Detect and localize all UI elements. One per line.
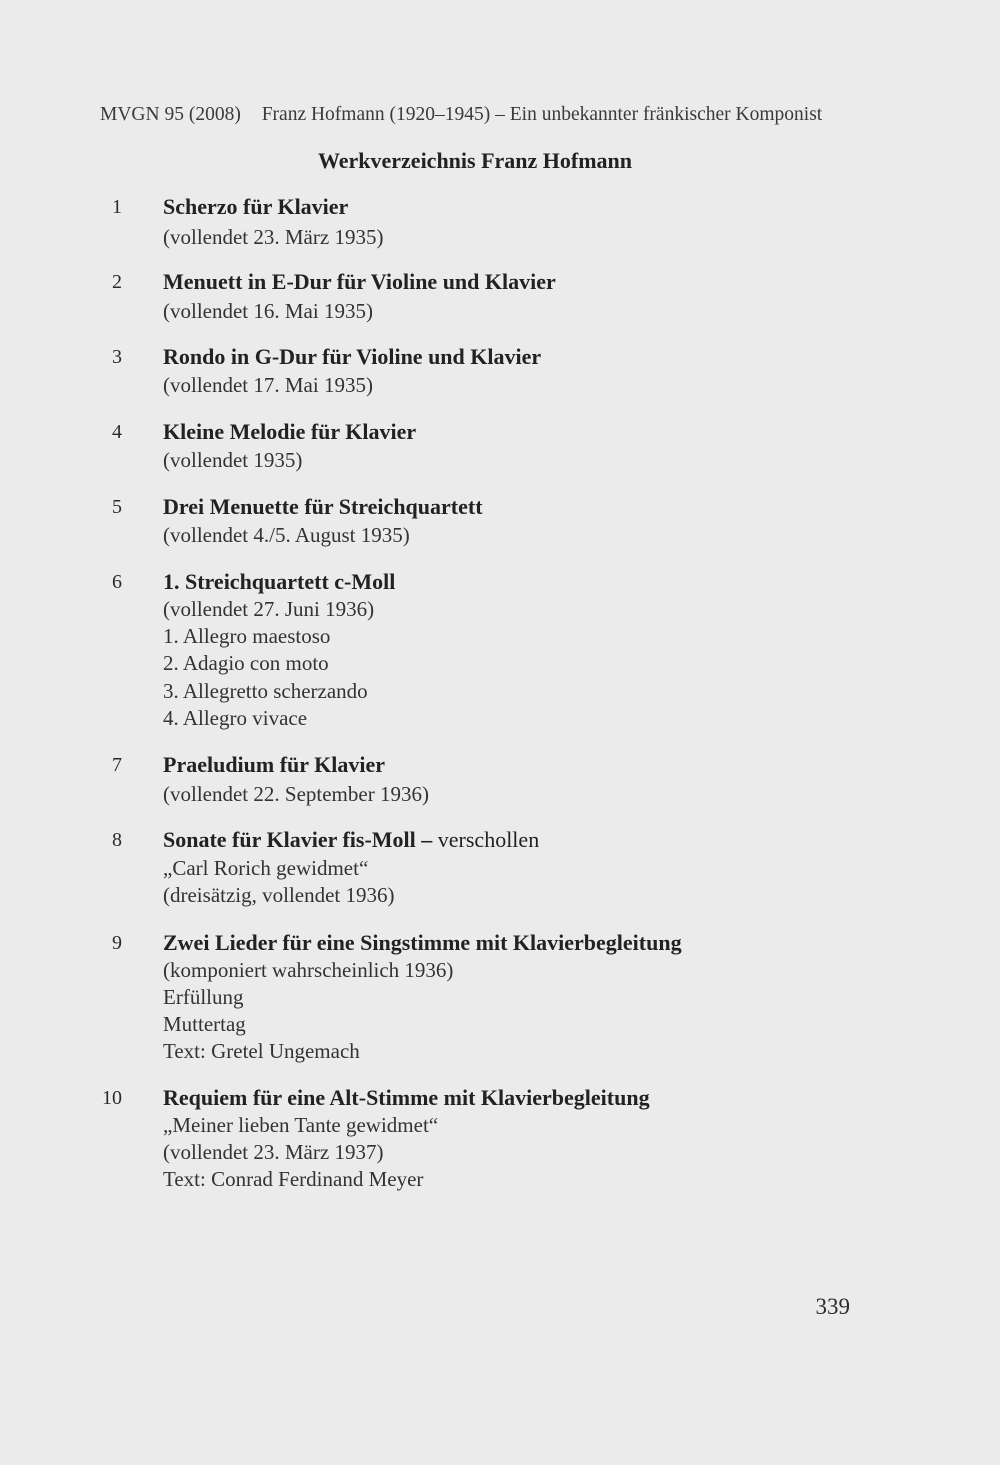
entry-number: 9 <box>112 932 122 954</box>
page-number: 339 <box>815 1294 850 1319</box>
entry-title <box>163 825 539 855</box>
movement: 2. Adagio con moto <box>163 651 329 675</box>
dedication: „Meiner lieben Tante gewidmet“ <box>163 1113 439 1137</box>
running-header <box>100 101 860 129</box>
entry-number: 4 <box>112 421 122 443</box>
entry-detail: (vollendet 22. September 1936) <box>163 782 429 806</box>
entry-title: Requiem für eine Alt-Stimme mit Klavierbegleitung <box>163 1085 650 1110</box>
song-title: Muttertag <box>163 1012 246 1036</box>
text-author: Text: Conrad Ferdinand Meyer <box>163 1167 424 1191</box>
entry-number: 3 <box>112 346 122 368</box>
entry-number: 5 <box>112 496 122 518</box>
entry-number: 8 <box>112 829 122 851</box>
entry-title: Scherzo für Klavier <box>163 194 349 219</box>
text-author: Text: Gretel Ungemach <box>163 1039 360 1063</box>
entry-title: Menuett in E-Dur für Violine und Klavier <box>163 269 556 294</box>
journal-citation: MVGN 95 (2008) <box>100 104 241 125</box>
entry-detail: (vollendet 1935) <box>163 448 303 472</box>
article-title: Franz Hofmann (1920–1945) – Ein unbekannter fränkischer Komponist <box>261 104 823 125</box>
entry-title-main: Sonate für Klavier fis-Moll – <box>163 827 433 852</box>
section-title: Werkverzeichnis Franz Hofmann <box>317 148 633 173</box>
entry-detail: (vollendet 16. Mai 1935) <box>163 299 373 323</box>
entry-number: 6 <box>112 571 122 593</box>
entry-detail: (vollendet 23. März 1937) <box>163 1140 384 1164</box>
movement: 4. Allegro vivace <box>163 706 308 730</box>
entry-detail: (vollendet 27. Juni 1936) <box>163 597 375 621</box>
entry-title: Kleine Melodie für Klavier <box>163 419 417 444</box>
dedication: „Carl Rorich gewidmet“ <box>163 856 369 880</box>
entry-title: 1. Streichquartett c-Moll <box>163 569 396 594</box>
entry-number: 10 <box>102 1087 122 1109</box>
entry-title: Drei Menuette für Streichquartett <box>163 494 483 519</box>
movement: 1. Allegro maestoso <box>163 624 331 648</box>
entry-detail: (dreisätzig, vollendet 1936) <box>163 883 395 907</box>
entry-number: 7 <box>112 754 122 776</box>
entry-status: verschollen <box>437 827 540 852</box>
entry-title: Rondo in G-Dur für Violine und Klavier <box>163 344 542 369</box>
entry-title: Zwei Lieder für eine Singstimme mit Klavierbegleitung <box>163 930 682 955</box>
song-title: Erfüllung <box>163 985 244 1009</box>
entry-detail: (vollendet 23. März 1935) <box>163 225 384 249</box>
entry-number: 2 <box>112 271 122 293</box>
entry-title: Praeludium für Klavier <box>163 752 386 777</box>
entry-detail: (vollendet 4./5. August 1935) <box>163 523 410 547</box>
entry-detail: (vollendet 17. Mai 1935) <box>163 373 373 397</box>
entry-number: 1 <box>112 196 122 218</box>
movement: 3. Allegretto scherzando <box>163 679 368 703</box>
entry-detail: (komponiert wahrscheinlich 1936) <box>163 958 454 982</box>
